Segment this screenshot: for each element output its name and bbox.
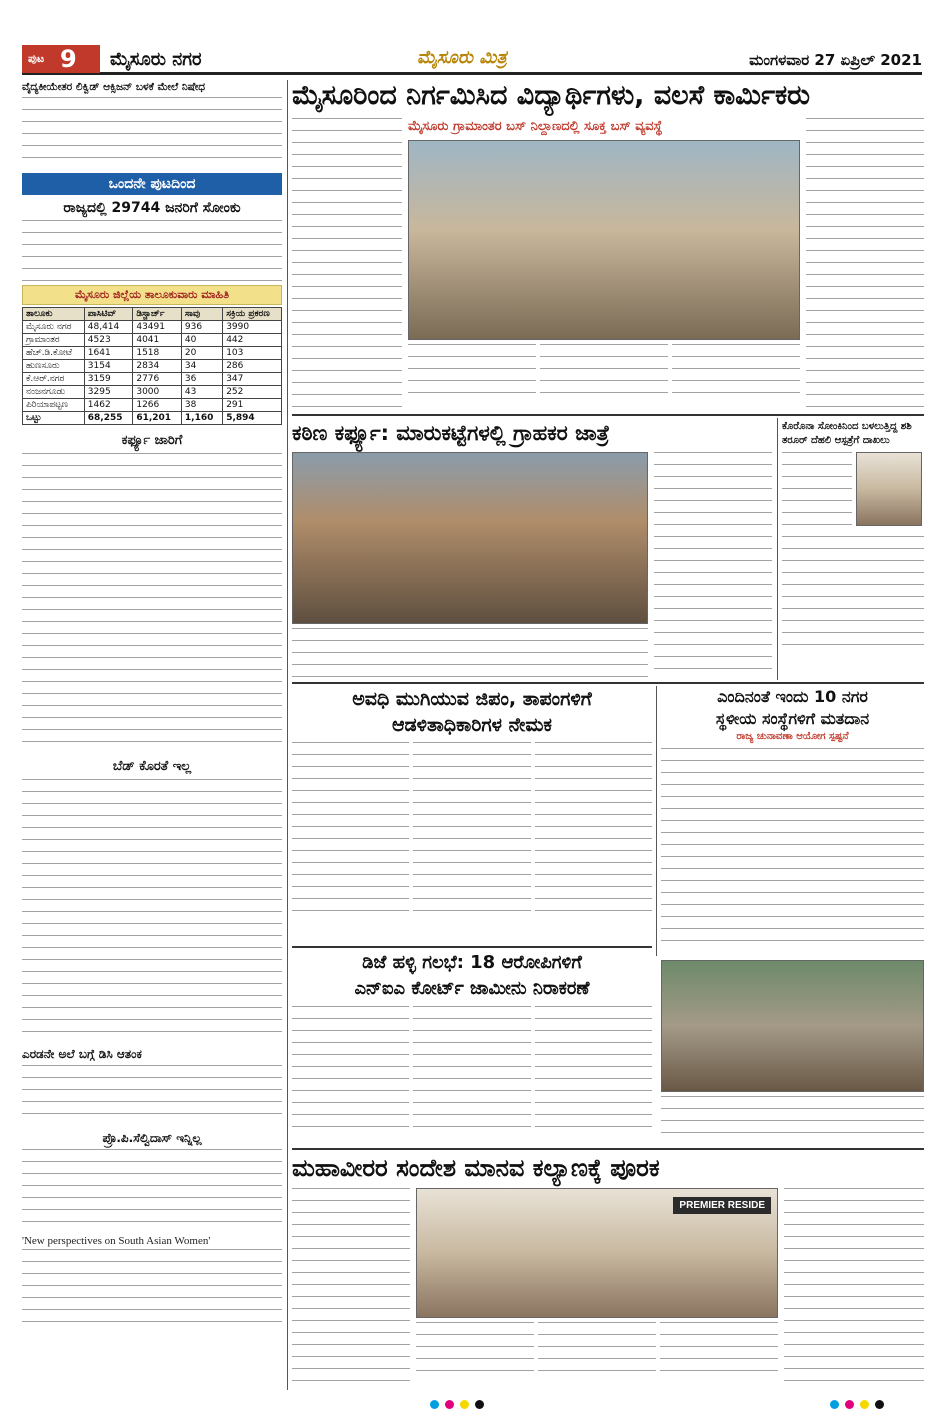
mahaveer-headline: ಮಹಾವೀರರ ಸಂದೇಶ ಮಾನವ ಕಲ್ಯಾಣಕ್ಕೆ ಪೂರಕ xyxy=(292,1154,660,1182)
table-cell: 36 xyxy=(181,373,222,386)
table-cell: 3159 xyxy=(84,373,133,386)
story-body xyxy=(535,742,652,918)
issue-date: ಮಂಗಳವಾರ 27 ಏಪ್ರಿಲ್ 2021 xyxy=(749,51,922,69)
poll-headline: ಸ್ಥಳೀಯ ಸಂಸ್ಥೆಗಳಿಗೆ ಮತದಾನ xyxy=(715,709,870,728)
story-title: ರಾಜ್ಯದಲ್ಲಿ 29744 ಜನರಿಗೆ ಸೋಂಕು xyxy=(63,200,241,216)
section-title: ಮೈಸೂರು ನಗರ xyxy=(110,49,202,70)
story-body xyxy=(408,344,536,400)
table-cell: 43491 xyxy=(133,321,182,334)
story-title: ವೈದ್ಯಕೀಯೇತರ ಲಿಕ್ವಿಡ್ ಆಕ್ಸಿಜನ್ ಬಳಕೆ ಮೇಲೆ ನಿಷೇಧ xyxy=(22,81,206,93)
table-cell: ಮೈಸೂರು ನಗರ xyxy=(23,321,85,334)
table-cell: 1,160 xyxy=(181,412,222,425)
table-row xyxy=(23,373,282,386)
table-cell: 2776 xyxy=(133,373,182,386)
section-rule xyxy=(292,414,924,416)
page-label: ಪುಟ xyxy=(28,52,45,65)
lead-story xyxy=(292,78,924,418)
story-body xyxy=(292,742,409,918)
registration-marks xyxy=(0,1400,945,1412)
story-body xyxy=(292,1006,409,1136)
table-row xyxy=(23,386,282,399)
story-body xyxy=(22,1249,282,1329)
table-cell: 936 xyxy=(181,321,222,334)
table-cell: 252 xyxy=(223,386,282,399)
story-title: ಎರಡನೇ ಅಲೆ ಬಗ್ಗೆ ಡಿಸಿ ಆತಂಕ xyxy=(22,1047,142,1061)
table-header-cell: ತಾಲೂಕು xyxy=(23,308,85,321)
poll-headline: ಎಂದಿನಂತೆ ಇಂದು 10 ನಗರ xyxy=(717,687,868,706)
story-body xyxy=(22,453,282,753)
section-rule xyxy=(292,682,924,684)
zp-story xyxy=(292,686,652,942)
table-cell: 2834 xyxy=(133,360,182,373)
table-header-cell: ಸಕ್ರಿಯ ಪ್ರಕರಣ xyxy=(223,308,282,321)
table-cell: 40 xyxy=(181,334,222,347)
table-row xyxy=(23,360,282,373)
page-header xyxy=(22,45,922,75)
table-cell: 1518 xyxy=(133,347,182,360)
story-body xyxy=(22,1065,282,1125)
story-body xyxy=(782,536,924,656)
table-cell: ಹೆಚ್.ಡಿ.ಕೋಟೆ xyxy=(23,347,85,360)
table-cell: 3990 xyxy=(223,321,282,334)
table-cell: 1641 xyxy=(84,347,133,360)
column-divider xyxy=(777,418,778,680)
story-body xyxy=(782,452,852,532)
story-body xyxy=(292,628,648,678)
event-photo xyxy=(661,960,924,1092)
story-body xyxy=(784,1188,924,1384)
curfew-headline: ಕಠಿಣ ಕರ್ಫ್ಯೂ: ಮಾರುಕಟ್ಟೆಗಳಲ್ಲಿ ಗ್ರಾಹಕರ ಜಾತ್ರೆ xyxy=(292,421,610,445)
poll-story xyxy=(661,686,924,956)
paper-logo: ಮೈಸೂರು ಮಿತ್ರ xyxy=(417,47,507,68)
story-body xyxy=(292,118,402,408)
table-cell: ಗ್ರಾಮಾಂತರ xyxy=(23,334,85,347)
table-header-cell: ಸಾವು xyxy=(181,308,222,321)
magenta-mark xyxy=(445,1400,454,1409)
story-body xyxy=(806,118,924,408)
mahaveer-event-photo xyxy=(416,1188,778,1318)
table-total-row xyxy=(23,412,282,425)
book-title: 'New perspectives on South Asian Women' xyxy=(22,1235,211,1247)
yellow-mark xyxy=(460,1400,469,1409)
story-title: ಬೆಡ್ ಕೊರತೆ ಇಲ್ಲ xyxy=(112,759,192,774)
continued-band: ಒಂದನೇ ಪುಟದಿಂದ xyxy=(22,173,282,195)
page-number: 9 xyxy=(60,45,77,73)
mahaveer-story xyxy=(292,1152,924,1392)
table-cell: ಕೆ.ಆರ್.ನಗರ xyxy=(23,373,85,386)
table-cell: 442 xyxy=(223,334,282,347)
section-rule xyxy=(292,1148,924,1150)
photo-caption xyxy=(661,1096,924,1144)
table-cell: 61,201 xyxy=(133,412,182,425)
table-cell: 20 xyxy=(181,347,222,360)
story-body xyxy=(22,1149,282,1233)
table-cell: ಪಿರಿಯಾಪಟ್ಟಣ xyxy=(23,399,85,412)
zp-headline: ಅವಧಿ ಮುಗಿಯುವ ಜಿಪಂ, ತಾಪಂಗಳಿಗೆ xyxy=(352,688,592,710)
table-cell: 5,894 xyxy=(223,412,282,425)
table-cell: 4041 xyxy=(133,334,182,347)
table-cell: ಹುಣಸೂರು xyxy=(23,360,85,373)
table-cell: 48,414 xyxy=(84,321,133,334)
story-body xyxy=(654,452,772,678)
story-body xyxy=(413,1006,530,1136)
table-header-cell: ಡಿಸ್ಚಾರ್ಜ್ xyxy=(133,308,182,321)
left-column xyxy=(22,80,282,1390)
table-cell: 3154 xyxy=(84,360,133,373)
story-body xyxy=(660,1322,778,1382)
story-body xyxy=(416,1322,534,1382)
story-body xyxy=(540,344,668,400)
table-cell: ನಂಜನಗೂಡು xyxy=(23,386,85,399)
table-row xyxy=(23,321,282,334)
black-mark xyxy=(475,1400,484,1409)
cyan-mark xyxy=(830,1400,839,1409)
story-body xyxy=(22,779,282,1041)
table-cell: 291 xyxy=(223,399,282,412)
zp-headline: ಆಡಳಿತಾಧಿಕಾರಿಗಳ ನೇಮಕ xyxy=(392,714,552,736)
story-body xyxy=(535,1006,652,1136)
column-divider xyxy=(287,80,288,1390)
premier-residency-banner: PREMIER RESIDE xyxy=(673,1197,771,1214)
table-row xyxy=(23,347,282,360)
lead-subhead: ಮೈಸೂರು ಗ್ರಾಮಾಂತರ ಬಸ್ ನಿಲ್ದಾಣದಲ್ಲಿ ಸೂಕ್ತ ಬಸ್ ವ್ಯವಸ್ಥೆ xyxy=(408,119,663,134)
dj-headline: ಡಿಜೆ ಹಳ್ಳಿ ಗಲಭೆ: 18 ಆರೋಪಿಗಳಿಗೆ xyxy=(362,952,582,973)
story-body xyxy=(292,1188,410,1384)
table-band: ಮೈಸೂರು ಜಿಲ್ಲೆಯ ತಾಲೂಕುವಾರು ಮಾಹಿತಿ xyxy=(22,285,282,305)
table-header-cell: ಪಾಸಿಟಿವ್ xyxy=(84,308,133,321)
story-title: ಕೊರೊನಾ ಸೋಂಕಿನಿಂದ ಬಳಲುತ್ತಿದ್ದ ಶಶಿ ತರೂರ್ ದೆಹಲಿ ಆಸ್ಪತ್ರೆಗೆ ದಾಖಲು xyxy=(782,421,912,446)
bus-stand-photo xyxy=(408,140,800,340)
market-crowd-photo xyxy=(292,452,648,624)
curfew-story xyxy=(292,418,772,682)
table-cell: 103 xyxy=(223,347,282,360)
story-body xyxy=(22,97,282,169)
table-cell: 4523 xyxy=(84,334,133,347)
yellow-mark xyxy=(860,1400,869,1409)
table-cell: 3295 xyxy=(84,386,133,399)
dj-halli-story xyxy=(292,950,652,1146)
column-divider xyxy=(656,686,657,956)
table-cell: ಒಟ್ಟು xyxy=(23,412,85,425)
story-body xyxy=(661,748,924,946)
story-body xyxy=(413,742,530,918)
section-rule xyxy=(292,946,652,948)
poll-subhead: ರಾಜ್ಯ ಚುನಾವಣಾ ಆಯೋಗ ಸ್ಪಷ್ಟನೆ xyxy=(736,731,849,742)
story-title: ಕರ್ಫ್ಯೂ ಜಾರಿಗೆ xyxy=(121,433,183,448)
black-mark xyxy=(875,1400,884,1409)
story-title: ಪ್ರೊ.ಪಿ.ಸೆಲ್ವಿದಾಸ್ ಇನ್ನಿಲ್ಲ xyxy=(102,1131,202,1145)
table-row xyxy=(23,399,282,412)
table-cell: 1266 xyxy=(133,399,182,412)
dj-headline: ಎನ್‌ಐಎ ಕೋರ್ಟ್ ಜಾಮೀನು ನಿರಾಕರಣೆ xyxy=(354,978,590,999)
table-cell: 347 xyxy=(223,373,282,386)
magenta-mark xyxy=(845,1400,854,1409)
page-number-badge xyxy=(22,45,100,73)
tharoor-story xyxy=(782,420,924,682)
taluk-covid-table xyxy=(22,307,282,425)
story-body xyxy=(22,220,282,282)
table-cell: 38 xyxy=(181,399,222,412)
table-cell: 286 xyxy=(223,360,282,373)
table-header-row xyxy=(23,308,282,321)
table-cell: 68,255 xyxy=(84,412,133,425)
table-cell: 34 xyxy=(181,360,222,373)
story-body xyxy=(538,1322,656,1382)
table-cell: 43 xyxy=(181,386,222,399)
lead-headline: ಮೈಸೂರಿಂದ ನಿರ್ಗಮಿಸಿದ ವಿದ್ಯಾರ್ಥಿಗಳು, ವಲಸೆ ಕಾರ್ಮಿಕರು xyxy=(292,80,810,111)
table-cell: 3000 xyxy=(133,386,182,399)
table-cell: 1462 xyxy=(84,399,133,412)
shashi-tharoor-photo xyxy=(856,452,922,526)
table-row xyxy=(23,334,282,347)
story-body xyxy=(672,344,800,400)
cyan-mark xyxy=(430,1400,439,1409)
